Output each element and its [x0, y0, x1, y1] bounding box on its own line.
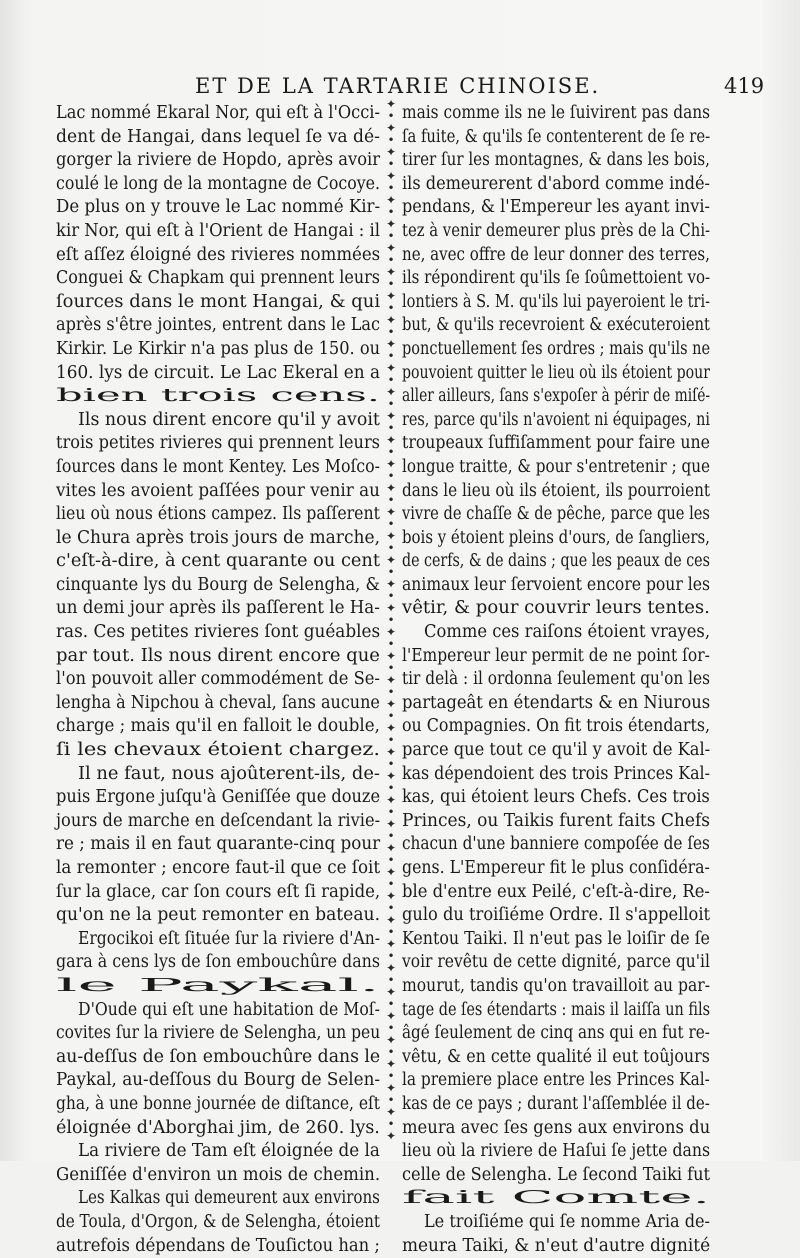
ornament-glyph: • — [384, 206, 398, 218]
ornament-glyph: ✦ — [384, 506, 398, 518]
text-line: tir delà : il ordonna ſeulement qu'on les — [402, 668, 710, 692]
text-line: ſi les chevaux étoient chargez. — [56, 739, 380, 763]
ornament-glyph: • — [384, 854, 398, 866]
text-line: pendans, & l'Empereur les ayant invi- — [402, 196, 710, 220]
text-line: ils répondirent qu'ils ſe ſoûmettoient vo- — [402, 267, 710, 291]
text-line: la remonter ; encore faut-il que ce ſoit — [56, 857, 380, 881]
text-line: gorger la riviere de Hopdo, après avoir — [56, 149, 380, 173]
ornament-glyph: ✦ — [384, 386, 398, 398]
ornament-glyph: • — [384, 326, 398, 338]
text-line: vêtir, & pour couvrir leurs tentes. — [402, 597, 710, 621]
text-line: res, parce qu'ils n'avoient ni équipages, ni — [402, 409, 710, 433]
text-line: la premiere place entre les Princes Kal- — [402, 1069, 710, 1093]
text-line: ſources dans le mont Hangai, & qui — [56, 291, 380, 315]
ornament-glyph: ✦ — [384, 290, 398, 302]
ornament-glyph: ✦ — [384, 626, 398, 638]
ornament-glyph: • — [384, 254, 398, 266]
text-line: un demi jour après ils paſſerent le Ha- — [56, 597, 380, 621]
ornament-glyph: ✦ — [384, 410, 398, 422]
ornament-glyph: • — [384, 710, 398, 722]
ornament-glyph: • — [384, 926, 398, 938]
text-line: bois y étoient pleins d'ours, de ſangliers, — [402, 527, 710, 551]
text-line: celle de Selengha. Le ſecond Taiki fut — [402, 1164, 710, 1188]
text-line: c'eſt-à-dire, à cent quarante ou cent — [56, 550, 380, 574]
text-line: kas, qui étoient leurs Chefs. Ces trois — [402, 786, 710, 810]
ornament-glyph: ✦ — [384, 866, 398, 878]
ornament-glyph: ✦ — [384, 1130, 398, 1142]
ornament-glyph: ✦ — [384, 914, 398, 926]
ornament-glyph: • — [384, 350, 398, 362]
ornament-glyph: • — [384, 1070, 398, 1082]
text-line: Lac nommé Ekaral Nor, qui eſt à l'Occi- — [56, 102, 380, 126]
text-line: Kirkir. Le Kirkir n'a pas plus de 150. ou — [56, 338, 380, 362]
ornament-glyph: • — [384, 518, 398, 530]
ornament-glyph: ✦ — [384, 482, 398, 494]
text-line: covites ſur la riviere de Selengha, un peu — [56, 1022, 380, 1046]
ornament-glyph: • — [384, 446, 398, 458]
text-line: kas dépendoient des trois Princes Kal- — [402, 763, 710, 787]
text-line: après s'être jointes, entrent dans le Lac — [56, 314, 380, 338]
ornament-glyph: ✦ — [384, 362, 398, 374]
ornament-glyph: ✦ — [384, 578, 398, 590]
text-line: autrefois dépendans de Touſictou han ; — [56, 1235, 380, 1258]
ornament-glyph: • — [384, 1118, 398, 1130]
text-line: ou Compagnies. On fit trois étendarts, — [402, 715, 710, 739]
ornament-glyph: ✦ — [384, 170, 398, 182]
text-line: Paykal, au-deſſous du Bourg de Selen- — [56, 1069, 380, 1093]
ornament-glyph: ✦ — [384, 1010, 398, 1022]
text-line: lengha à Nipchou à cheval, ſans aucune — [56, 692, 380, 716]
text-line: gulo du troiſiéme Ordre. Il s'appelloit — [402, 904, 710, 928]
text-line: tage de ſes étendarts : mais il laiſſa un fils — [402, 999, 710, 1023]
text-line: Geniſſée d'environ un mois de chemin. — [56, 1164, 380, 1188]
text-line: l'on pouvoit aller commodément de Se- — [56, 668, 380, 692]
ornament-glyph: ✦ — [384, 122, 398, 134]
ornament-glyph: ✦ — [384, 890, 398, 902]
text-line: gara à cens lys de ſon embouchûre dans — [56, 951, 380, 975]
ornament-glyph: • — [384, 158, 398, 170]
page-number: 419 — [724, 74, 764, 98]
text-line: re ; mais il en faut quarante-cinq pour — [56, 833, 380, 857]
text-line: D'Oude qui eſt une habitation de Moſ- — [56, 999, 380, 1023]
text-line: charge ; mais qu'il en falloit le double, — [56, 715, 380, 739]
text-line: ſources dans le mont Kentey. Les Moſco- — [56, 456, 380, 480]
ornament-glyph: ✦ — [384, 650, 398, 662]
ornament-glyph: • — [384, 734, 398, 746]
running-title: ET DE LA TARTARIE CHINOISE. — [195, 74, 600, 98]
ornament-glyph: ✦ — [384, 1034, 398, 1046]
ornament-glyph: • — [384, 422, 398, 434]
ornament-glyph: • — [384, 806, 398, 818]
ornament-glyph: • — [384, 182, 398, 194]
ornament-glyph: • — [384, 878, 398, 890]
text-line: Le troiſiéme qui ſe nomme Aria de- — [402, 1211, 710, 1235]
ornament-glyph: • — [384, 566, 398, 578]
ornament-glyph: • — [384, 950, 398, 962]
text-line: chacun d'une banniere compoſée de ſes — [402, 833, 710, 857]
text-line: puis Ergone juſqu'à Geniſſée que douze — [56, 786, 380, 810]
ornament-glyph: ✦ — [384, 338, 398, 350]
ornament-glyph: ✦ — [384, 266, 398, 278]
text-line: ils demeurerent d'abord comme indé- — [402, 173, 710, 197]
text-line: gens. L'Empereur fit le plus conſidéra- — [402, 857, 710, 881]
text-line: parce que tout ce qu'il y avoit de Kal- — [402, 739, 710, 763]
text-line: ſur la glace, car ſon cours eſt ſi rapide, — [56, 881, 380, 905]
ornament-glyph: ✦ — [384, 962, 398, 974]
ornament-glyph: • — [384, 1094, 398, 1106]
text-line: l'Empereur leur permit de ne point ſor- — [402, 645, 710, 669]
text-line: jours de marche en deſcendant la rivie- — [56, 810, 380, 834]
ornament-glyph: • — [384, 614, 398, 626]
ornament-glyph: • — [384, 494, 398, 506]
text-line: Ils nous dirent encore qu'il y avoit — [56, 409, 380, 433]
text-line: bien trois cens. — [56, 385, 380, 409]
ornament-glyph: • — [384, 638, 398, 650]
ornament-glyph: ✦ — [384, 818, 398, 830]
ornament-glyph: • — [384, 374, 398, 386]
ornament-glyph: ✦ — [384, 602, 398, 614]
text-line: ponctuellement ſes ordres ; mais qu'ils ne — [402, 338, 710, 362]
text-line: mais comme ils ne le ſuivirent pas dans — [402, 102, 710, 126]
ornament-glyph: ✦ — [384, 194, 398, 206]
text-line: partageât en étendarts & en Niurous — [402, 692, 710, 716]
text-line: Ergocikoi eſt ſituée ſur la riviere d'An- — [56, 928, 380, 952]
text-line: au-deſſus de ſon embouchûre dans le — [56, 1046, 380, 1070]
text-line: Comme ces raiſons étoient vrayes, — [402, 621, 710, 645]
text-line: meura Taiki, & n'eut d'autre dignité — [402, 1235, 710, 1258]
text-line: 160. lys de circuit. Le Lac Ekeral en a — [56, 362, 380, 386]
text-line: ble d'entre eux Peilé, c'eſt-à-dire, Re- — [402, 881, 710, 905]
text-line: Il ne faut, nous ajoûterent-ils, de- — [56, 763, 380, 787]
ornament-glyph: • — [384, 830, 398, 842]
ornament-glyph: ✦ — [384, 770, 398, 782]
ornament-glyph: ✦ — [384, 1058, 398, 1070]
ornament-glyph: • — [384, 134, 398, 146]
text-line: troupeaux ſuffiſamment pour faire une — [402, 432, 710, 456]
text-line: ne, avec offre de leur donner des terres, — [402, 244, 710, 268]
ornament-glyph: ✦ — [384, 242, 398, 254]
ornament-glyph: ✦ — [384, 698, 398, 710]
text-line: qu'on ne la peut remonter en bateau. — [56, 904, 380, 928]
ornament-glyph: ✦ — [384, 674, 398, 686]
ornament-glyph: • — [384, 1022, 398, 1034]
text-line: dent de Hangai, dans lequel ſe va dé- — [56, 126, 380, 150]
text-line: Les Kalkas qui demeurent aux environs — [56, 1187, 380, 1211]
ornament-glyph: ✦ — [384, 1082, 398, 1094]
ornament-glyph: • — [384, 278, 398, 290]
ornament-glyph: ✦ — [384, 554, 398, 566]
text-line: âgé ſeulement de cinq ans qui en fut re- — [402, 1022, 710, 1046]
ornament-glyph: • — [384, 1046, 398, 1058]
text-line: vivre de chaſſe & de pêche, parce que les — [402, 503, 710, 527]
right-text-column — [402, 102, 710, 1258]
text-line: longue traitte, & pour s'entretenir ; que — [402, 456, 710, 480]
ornament-glyph: • — [384, 590, 398, 602]
ornament-glyph: ✦ — [384, 218, 398, 230]
ornament-glyph: ✦ — [384, 938, 398, 950]
text-line: mourut, tandis qu'on travailloit au par- — [402, 975, 710, 999]
text-line: vites les avoient paſſées pour venir au — [56, 480, 380, 504]
ornament-glyph: • — [384, 110, 398, 122]
text-line: La riviere de Tam eſt éloignée de la — [56, 1140, 380, 1164]
text-line: lieu où la riviere de Haſui ſe jette dans — [402, 1140, 710, 1164]
ornament-glyph: • — [384, 230, 398, 242]
text-line: ras. Ces petites rivieres ſont guéables — [56, 621, 380, 645]
ornament-glyph: • — [384, 902, 398, 914]
text-line: Conguei & Chapkam qui prennent leurs — [56, 267, 380, 291]
ornament-glyph: ✦ — [384, 1106, 398, 1118]
ornament-glyph: • — [384, 398, 398, 410]
ornament-glyph: ✦ — [384, 98, 398, 110]
text-line: tirer ſur les montagnes, & dans les bois, — [402, 149, 710, 173]
text-line: dans le lieu où ils étoient, ils pourroient — [402, 480, 710, 504]
ornament-glyph: • — [384, 758, 398, 770]
text-line: gha, à une bonne journée de diſtance, eſt — [56, 1093, 380, 1117]
ornament-glyph: • — [384, 542, 398, 554]
text-line: meura avec ſes gens aux environs du — [402, 1117, 710, 1141]
text-line: le Chura après trois jours de marche, — [56, 527, 380, 551]
text-line: lieu où nous étions campez. Ils paſſerent — [56, 503, 380, 527]
ornament-glyph: ✦ — [384, 146, 398, 158]
column-divider-ornament — [384, 98, 398, 1148]
text-line: Princes, ou Taikis furent faits Chefs — [402, 810, 710, 834]
text-line: fait Comte. — [402, 1187, 710, 1211]
text-line: par tout. Ils nous dirent encore que — [56, 645, 380, 669]
ornament-glyph: • — [384, 302, 398, 314]
text-line: de cerfs, & de dains ; que les peaux de ces — [402, 550, 710, 574]
text-line: eſt aſſez éloigné des rivieres nommées — [56, 244, 380, 268]
ornament-glyph: ✦ — [384, 314, 398, 326]
ornament-glyph: ✦ — [384, 458, 398, 470]
text-line: lontiers à S. M. qu'ils lui payeroient le tri- — [402, 291, 710, 315]
ornament-glyph: ✦ — [384, 794, 398, 806]
text-line: vêtu, & en cette qualité il eut toûjours — [402, 1046, 710, 1070]
ornament-glyph: ✦ — [384, 434, 398, 446]
ornament-glyph: • — [384, 998, 398, 1010]
left-text-column — [56, 102, 380, 1258]
text-line: le Paykal. — [56, 975, 380, 999]
ornament-glyph: • — [384, 782, 398, 794]
text-line: ſa fuite, & qu'ils ſe contenterent de ſe re- — [402, 126, 710, 150]
text-line: pouvoient quitter le lieu où ils étoient pour — [402, 362, 710, 386]
text-line: cinquante lys du Bourg de Selengha, & — [56, 574, 380, 598]
text-line: de Toula, d'Orgon, & de Selengha, étoient — [56, 1211, 380, 1235]
ornament-glyph: ✦ — [384, 722, 398, 734]
ornament-glyph: ✦ — [384, 986, 398, 998]
text-line: Kentou Taiki. Il n'eut pas le loiſir de ſe — [402, 928, 710, 952]
text-line: De plus on y trouve le Lac nommé Kir- — [56, 196, 380, 220]
ornament-glyph: • — [384, 974, 398, 986]
ornament-glyph: • — [384, 470, 398, 482]
ornament-glyph: ✦ — [384, 842, 398, 854]
text-line: but, & qu'ils recevroient & exécuteroient — [402, 314, 710, 338]
text-line: tez à venir demeurer plus près de la Chi- — [402, 220, 710, 244]
page-header — [0, 74, 800, 102]
text-line: kas de ce pays ; durant l'aſſemblée il de- — [402, 1093, 710, 1117]
ornament-glyph: • — [384, 662, 398, 674]
text-line: animaux leur ſervoient encore pour les — [402, 574, 710, 598]
text-line: aller ailleurs, ſans s'expoſer à périr de miſé- — [402, 385, 710, 409]
text-line: trois petites rivieres qui prennent leurs — [56, 432, 380, 456]
text-line: kir Nor, qui eſt à l'Orient de Hangai : il — [56, 220, 380, 244]
ornament-glyph: ✦ — [384, 746, 398, 758]
ornament-glyph: • — [384, 686, 398, 698]
ornament-glyph: ✦ — [384, 530, 398, 542]
text-line: voir revêtu de cette dignité, parce qu'il — [402, 951, 710, 975]
text-line: coulé le long de la montagne de Cocoye. — [56, 173, 380, 197]
text-line: éloignée d'Aborghai jim, de 260. lys. — [56, 1117, 380, 1141]
